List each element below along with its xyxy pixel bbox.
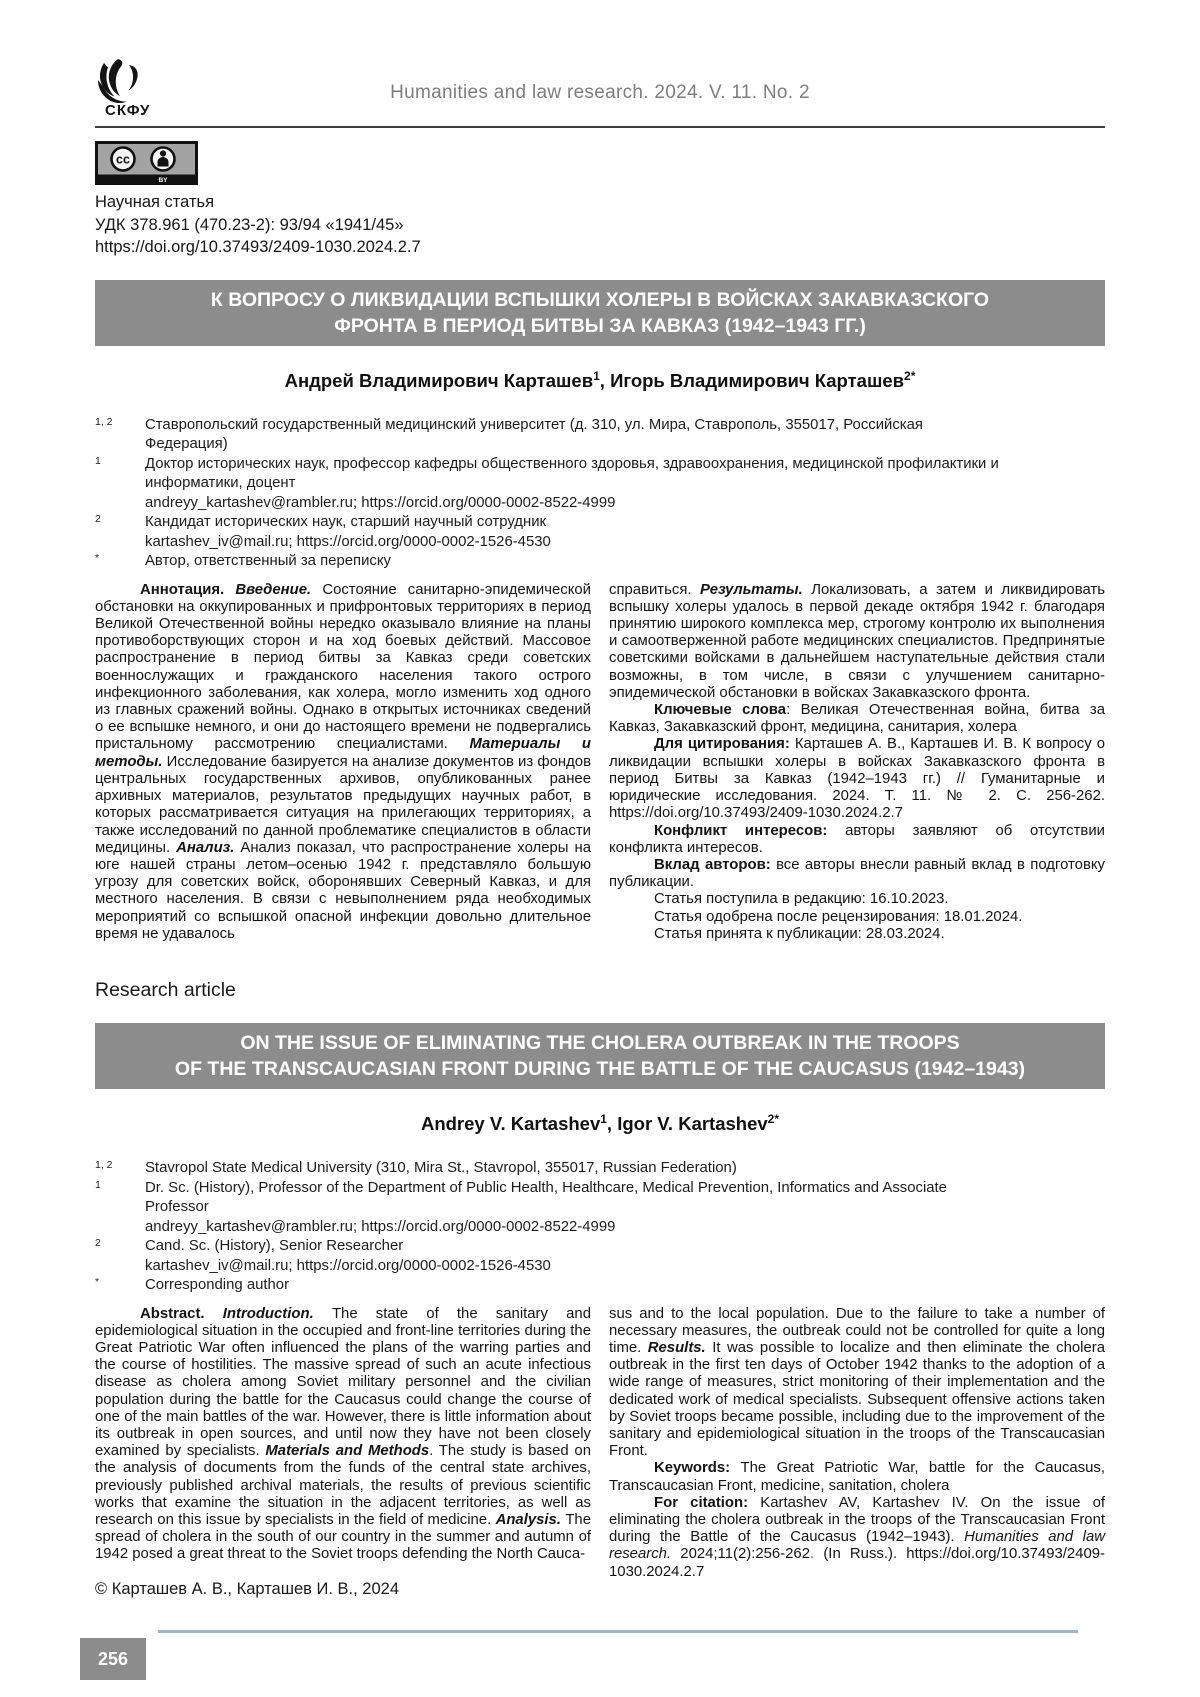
paragraph — [609, 702, 1105, 736]
article-type: Научная статья — [95, 193, 215, 211]
affiliation-marker: * — [95, 1276, 100, 1289]
paragraph — [609, 857, 1105, 891]
affiliation-text: andreyy_kartashev@rambler.ru; https://orcid.org/0000-0002-8522-4999 — [145, 494, 616, 511]
text-run: Аннотация. — [140, 581, 236, 598]
text-run: Материалы и методы. — [95, 736, 591, 770]
author-name: Andrey V. Kartashev — [420, 1113, 601, 1135]
text-run: (In Russ.). https://doi.org/10.37493/2409-1030.2024.2.7 — [609, 1546, 1105, 1580]
affiliation-text: Ставропольский государственный медицинский университет (д. 310, ул. Мира, Ставрополь, 355017, Российская Федерация) — [145, 416, 923, 453]
footer-divider — [158, 1630, 1078, 1633]
affiliation-marker: 1 — [95, 1178, 101, 1191]
author-superscript: 1 — [600, 1111, 607, 1126]
abstract-ru-col2 — [609, 582, 1105, 943]
paragraph — [609, 926, 1105, 943]
paragraph — [609, 582, 1105, 702]
text-run: Вклад авторов: — [654, 856, 777, 873]
page-header — [95, 0, 1105, 128]
affiliation-row — [95, 1218, 1105, 1238]
paragraph — [609, 891, 1105, 908]
affiliation-row — [95, 552, 1105, 572]
authors-ru: Андрей Владимирович Карташев$^1$, Игорь Владимирович Карташев$^{2*}$ — [284, 368, 916, 391]
journal-title: Humanities and law research. 2024. V. 11. No. 2 — [390, 82, 810, 103]
udc-line: УДК 378.961 (470.23-2): 93/94 «1941/45» — [95, 215, 404, 234]
affiliation-text: Stavropol State Medical University (310, Mira St., Stavropol, 355017, Russian Federation) — [145, 1160, 737, 1177]
paragraph — [609, 1306, 1105, 1461]
author-superscript: 1 — [593, 368, 600, 383]
affiliation-text: Доктор исторических наук, профессор кафедры общественного здоровья, здравоохранения, медицинской профилактики и информатики, доцент — [145, 455, 999, 492]
paragraph — [95, 582, 591, 943]
affiliation-text: Автор, ответственный за переписку — [145, 553, 391, 570]
abstract-en-col2 — [609, 1306, 1105, 1581]
text-run: Results. — [647, 1339, 713, 1356]
text-run: Конфликт интересов: — [654, 822, 846, 839]
by-person-icon — [152, 148, 175, 171]
text-run: Analysis. — [495, 1512, 566, 1529]
title-line: ON THE ISSUE OF ELIMINATING THE CHOLERA OUTBREAK IN THE TROOPS — [240, 1031, 960, 1054]
affiliation-marker — [95, 491, 145, 511]
affiliation-marker: 2 — [95, 513, 101, 526]
abstract-ru-col1 — [95, 582, 591, 943]
svg-text:cc: cc — [116, 152, 130, 167]
title-line: ФРОНТА В ПЕРИОД БИТВЫ ЗА КАВКАЗ (1942–1943 ГГ.) — [334, 314, 866, 337]
text-run: sus and to the local population. Due to the failure to take a number of necessary measures, the outbreak could not be controlled for quite a long time. — [609, 1305, 1105, 1356]
affiliations-en — [95, 1159, 1105, 1296]
affiliation-row — [95, 1179, 1105, 1218]
text-run: Для цитирования: — [654, 736, 795, 753]
text-run: Анализ показал, что распространение холеры на юге нашей страны летом–осенью 1942 г. представляло большую угрозу для советских войск, оборонявших Северный Кавказ, и для местного населения. В связи с невыполнением ряда необходимых мероприятий со вспышкой опасной инфекции довольно длительное время не удавалось — [95, 839, 591, 942]
text-run: . The study is based on the analysis of documents from the funds of the central state archives, previously published archival materials, the results of previous scientific works that examine the situation in the adjacent territories, as well as research on this issue by specialists in the field of medicine. — [95, 1443, 591, 1529]
affiliation-marker — [95, 1254, 145, 1274]
copyright-line: © Карташев А. В., Карташев И. В., 2024 — [95, 1580, 399, 1598]
title-line: К ВОПРОСУ О ЛИКВИДАЦИИ ВСПЫШКИ ХОЛЕРЫ В ВОЙСКАХ ЗАКАВКАЗСКОГО — [210, 288, 990, 311]
affiliation-row — [95, 455, 1105, 494]
abstract-en — [95, 1306, 1105, 1581]
affiliation-row — [95, 513, 1105, 533]
affiliation-row — [95, 1237, 1105, 1257]
author-name: Андрей Владимирович Карташев — [284, 369, 594, 391]
affiliation-text: kartashev_iv@mail.ru; https://orcid.org/0000-0002-1526-4530 — [145, 1257, 551, 1274]
text-run: Статья одобрена после рецензирования: 18.01.2024. — [654, 908, 1023, 925]
text-run: Результаты. — [700, 581, 812, 598]
text-run: The state of the sanitary and epidemiological situation in the occupied and front-line territories during the Great Patriotic War often influenced the plans of the warring parties and the course of hostilities. The massive spread of such an acute infectious disease as cholera among Soviet military personnel and the civilian population during the battle for the Caucasus could change the course of one of the main battles of the war. However, there is little information about its outbreak in open sources, and until now they have not been closely examined by specialists. — [95, 1305, 591, 1460]
affiliations-ru — [95, 416, 1105, 572]
text-run: Локализовать, а затем и ликвидировать вспышку холеры удалось в первой декаде октября 1942 г. благодаря принятию широкого комплекса мер, строгому контролю их выполнения и самоотверженной работе медицинских специалистов. Предпринятые советскими войсками в дальнейшем наступательные действия стали возможны, в том числе, в связи с улучшением санитарно-эпидемической обстановки в войсках Закавказского фронта. — [609, 581, 1105, 701]
page-number-badge: 256 — [80, 1638, 146, 1680]
doi-link[interactable]: https://doi.org/10.37493/2409-1030.2024.2.7 — [95, 238, 421, 256]
affiliation-text: kartashev_iv@mail.ru; https://orcid.org/0000-0002-1526-4530 — [145, 533, 551, 550]
affiliation-marker: 1, 2 — [95, 415, 113, 428]
authors-en: Andrey V. Kartashev$^1$, Igor V. Kartashev$^{2*}$ — [420, 1111, 780, 1135]
affiliation-row — [95, 494, 1105, 514]
logo-text: СКФУ — [105, 102, 151, 119]
text-run: The spread of cholera in the south of our country in the summer and autumn of 1942 posed a great threat to the Soviet troops defending the North Cauca- — [95, 1512, 591, 1563]
affiliation-row — [95, 1276, 1105, 1296]
text-run: For citation: — [654, 1494, 761, 1511]
affiliation-marker — [95, 530, 145, 550]
text-run: Introduction. — [222, 1305, 332, 1322]
text-run: Materials and Methods — [265, 1443, 430, 1460]
affiliation-row — [95, 1159, 1105, 1179]
affiliation-text: Кандидат исторических наук, старший научный сотрудник — [145, 514, 547, 531]
author-superscript: 2* — [767, 1111, 780, 1126]
affiliation-text: Cand. Sc. (History), Senior Researcher — [145, 1238, 404, 1255]
affiliation-marker: 1, 2 — [95, 1159, 113, 1172]
title-line: OF THE TRANSCAUCASIAN FRONT DURING THE BATTLE OF THE CAUCASUS (1942–1943) — [174, 1057, 1026, 1080]
affiliation-marker: 2 — [95, 1237, 101, 1250]
text-run: Введение. — [235, 581, 323, 598]
affiliation-text: Corresponding author — [145, 1277, 290, 1294]
text-run: It was possible to localize and then eliminate the cholera outbreak in the first ten days of October 1942 thanks to the adoption of a wide range of measures, strict monitoring of their implementation and the dedicated work of medical specialists. Subsequent offensive actions taken by Soviet troops became possible, including due to the improvement of the sanitary and epidemiological situation in the troops of the Transcaucasian Front. — [609, 1339, 1106, 1460]
paragraph — [609, 736, 1105, 822]
abstract-en-col1 — [95, 1306, 591, 1581]
text-run: все авторы внесли равный вклад в подготовку публикации. — [609, 856, 1106, 891]
research-article-heading: Research article — [95, 978, 236, 1001]
text-run: Abstract. — [140, 1305, 223, 1322]
author-superscript: 2* — [904, 368, 916, 383]
text-run: . — [810, 1546, 815, 1563]
paragraph — [95, 1306, 591, 1564]
author-name: Игорь Владимирович Карташев — [610, 369, 905, 391]
affiliation-marker — [95, 1215, 145, 1235]
text-run: Humanities and law research. — [609, 1529, 1105, 1563]
article-title-ru — [95, 280, 1105, 346]
text-run: Анализ. — [176, 839, 241, 856]
text-run: 2024;11(2):256-262 — [680, 1546, 810, 1563]
cc-license-badge — [95, 141, 198, 185]
text-run: Состояние санитарно-эпидемической обстановки на оккупированных и прифронтовых территориях в период Великой Отечественной войны нередко оказывало влияние на планы противоборствующих сторон и на ход боевых действий. Массовое распространение в период битвы за Кавказ среди советских военнослужащих и гражданского населения такого острого инфекционного заболевания, как холера, могло изменить ход одного из главных сражений войны. Однако в открытых источниках сведений о ее вспышке немного, и они до настоящего времени не подвергались пристальному рассмотрению специалистами. — [95, 581, 591, 753]
paragraph — [609, 1460, 1105, 1494]
affiliation-text: andreyy_kartashev@rambler.ru; https://orcid.org/0000-0002-8522-4999 — [145, 1218, 616, 1235]
text-run: Ключевые слова — [654, 702, 787, 719]
text-run: Статья принята к публикации: 28.03.2024. — [654, 925, 945, 942]
text-run: Исследование базируется на анализе документов из фондов центральных государственных архивов, опубликованных ранее архивных материалов, результатов предыдущих научных работ, в которых рассматривается ситуация на прилегающих территориях, а также исследований по данной проблематике специалистов в области медицины. — [95, 753, 591, 856]
affiliation-text: Dr. Sc. (History), Professor of the Department of Public Health, Healthcare, Medical Prevention, Informatics and Associate Professor — [145, 1179, 947, 1216]
affiliation-row — [95, 416, 1105, 455]
paragraph — [609, 909, 1105, 926]
affiliation-marker: * — [95, 552, 100, 565]
text-run: справиться. — [609, 581, 701, 598]
paragraph — [609, 823, 1105, 857]
author-name: Igor V. Kartashev — [617, 1113, 768, 1135]
affiliation-row — [95, 533, 1105, 553]
text-run: : Великая Отечественная война, битва за Кавказ, Закавказский фронт, медицина, санитария, холера — [609, 702, 1106, 736]
article-title-en — [95, 1023, 1105, 1089]
cc-by-label: BY — [158, 177, 168, 184]
text-run: Карташев А. В., Карташев И. В. К вопросу о ликвидации вспышки холеры в войсках Закавказского фронта в период Битвы за Кавказ (1942–1943 гг.) // Гуманитарные и юридические исследования. 2024. Т. 11. № 2. С. 256-262. https://doi.org/10.37493/2409-1030.2024.2.7 — [609, 736, 1105, 822]
text-run: авторы заявляют об отсутствии конфликта интересов. — [609, 822, 1105, 856]
affiliation-row — [95, 1257, 1105, 1277]
affiliation-marker: 1 — [95, 454, 101, 467]
text-run: Kartashev AV, Kartashev IV. On the issue of eliminating the cholera outbreak in the troops of the Transcaucasian Front during the Battle of the Caucasus (1942–1943). — [609, 1494, 1105, 1546]
text-run: The Great Patriotic War, battle for the Caucasus, Transcaucasian Front, medicine, sanitation, cholera — [609, 1460, 1106, 1494]
text-run: Статья поступила в редакцию: 16.10.2023. — [654, 891, 949, 908]
paragraph — [609, 1495, 1105, 1581]
abstract-ru — [95, 582, 1105, 943]
text-run: Keywords: — [654, 1460, 741, 1477]
